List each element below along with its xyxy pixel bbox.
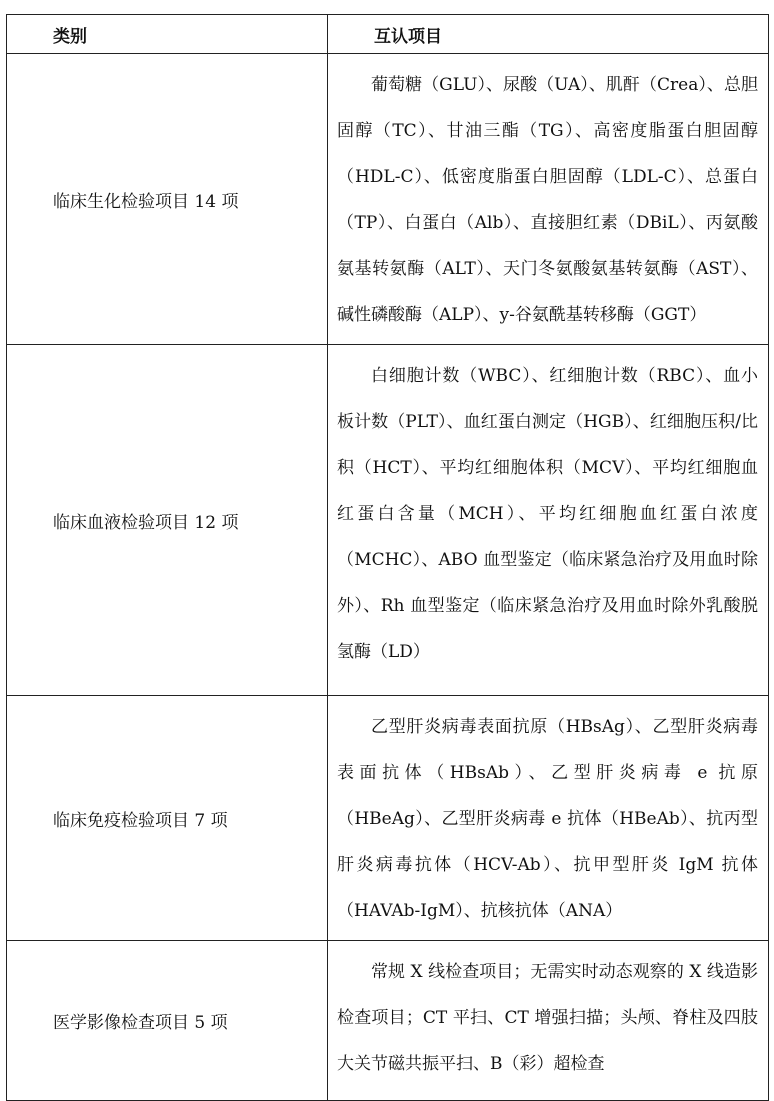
row-items: 葡萄糖（GLU）、尿酸（UA）、肌酐（Crea）、总胆固醇（TC）、甘油三酯（TG）、高密度脂蛋白胆固醇（HDL-C）、低密度脂蛋白胆固醇（LDL-C）、总蛋白（TP）、白蛋白（Alb）、直接胆红素（DBiL）、丙氨酸氨基转氨酶（ALT）、天门冬氨酸氨基转氨酶（AST）、碱性磷酸酶（ALP）、y-谷氨酰基转移酶（GGT） <box>328 54 769 345</box>
table-row <box>7 54 769 345</box>
header-items: 互认项目 <box>328 15 769 54</box>
table-header-row <box>7 15 769 54</box>
row-items: 白细胞计数（WBC）、红细胞计数（RBC）、血小板计数（PLT）、血红蛋白测定（HGB）、红细胞压积/比积（HCT）、平均红细胞体积（MCV）、平均红细胞血红蛋白含量（MCH）、平均红细胞血红蛋白浓度（MCHC）、ABO 血型鉴定（临床紧急治疗及用血时除外）、Rh 血型鉴定（临床紧急治疗及用血时除外乳酸脱氢酶（LD） <box>328 345 769 696</box>
row-category: 临床血液检验项目 12 项 <box>7 345 328 696</box>
row-category: 医学影像检查项目 5 项 <box>7 941 328 1101</box>
table-row <box>7 941 769 1101</box>
table-row <box>7 696 769 941</box>
document-page <box>6 14 769 1101</box>
header-category: 类别 <box>7 15 328 54</box>
mutual-recognition-table <box>6 14 769 1101</box>
row-category: 临床免疫检验项目 7 项 <box>7 696 328 941</box>
row-items: 常规 X 线检查项目；无需实时动态观察的 X 线造影检查项目；CT 平扫、CT 增强扫描；头颅、脊柱及四肢大关节磁共振平扫、B（彩）超检查 <box>328 941 769 1101</box>
row-items: 乙型肝炎病毒表面抗原（HBsAg）、乙型肝炎病毒表面抗体（HBsAb）、乙型肝炎病毒 e 抗原（HBeAg）、乙型肝炎病毒 e 抗体（HBeAb）、抗丙型肝炎病毒抗体（HCV-Ab）、抗甲型肝炎 IgM 抗体（HAVAb-IgM）、抗核抗体（ANA） <box>328 696 769 941</box>
row-category: 临床生化检验项目 14 项 <box>7 54 328 345</box>
table-row <box>7 345 769 696</box>
